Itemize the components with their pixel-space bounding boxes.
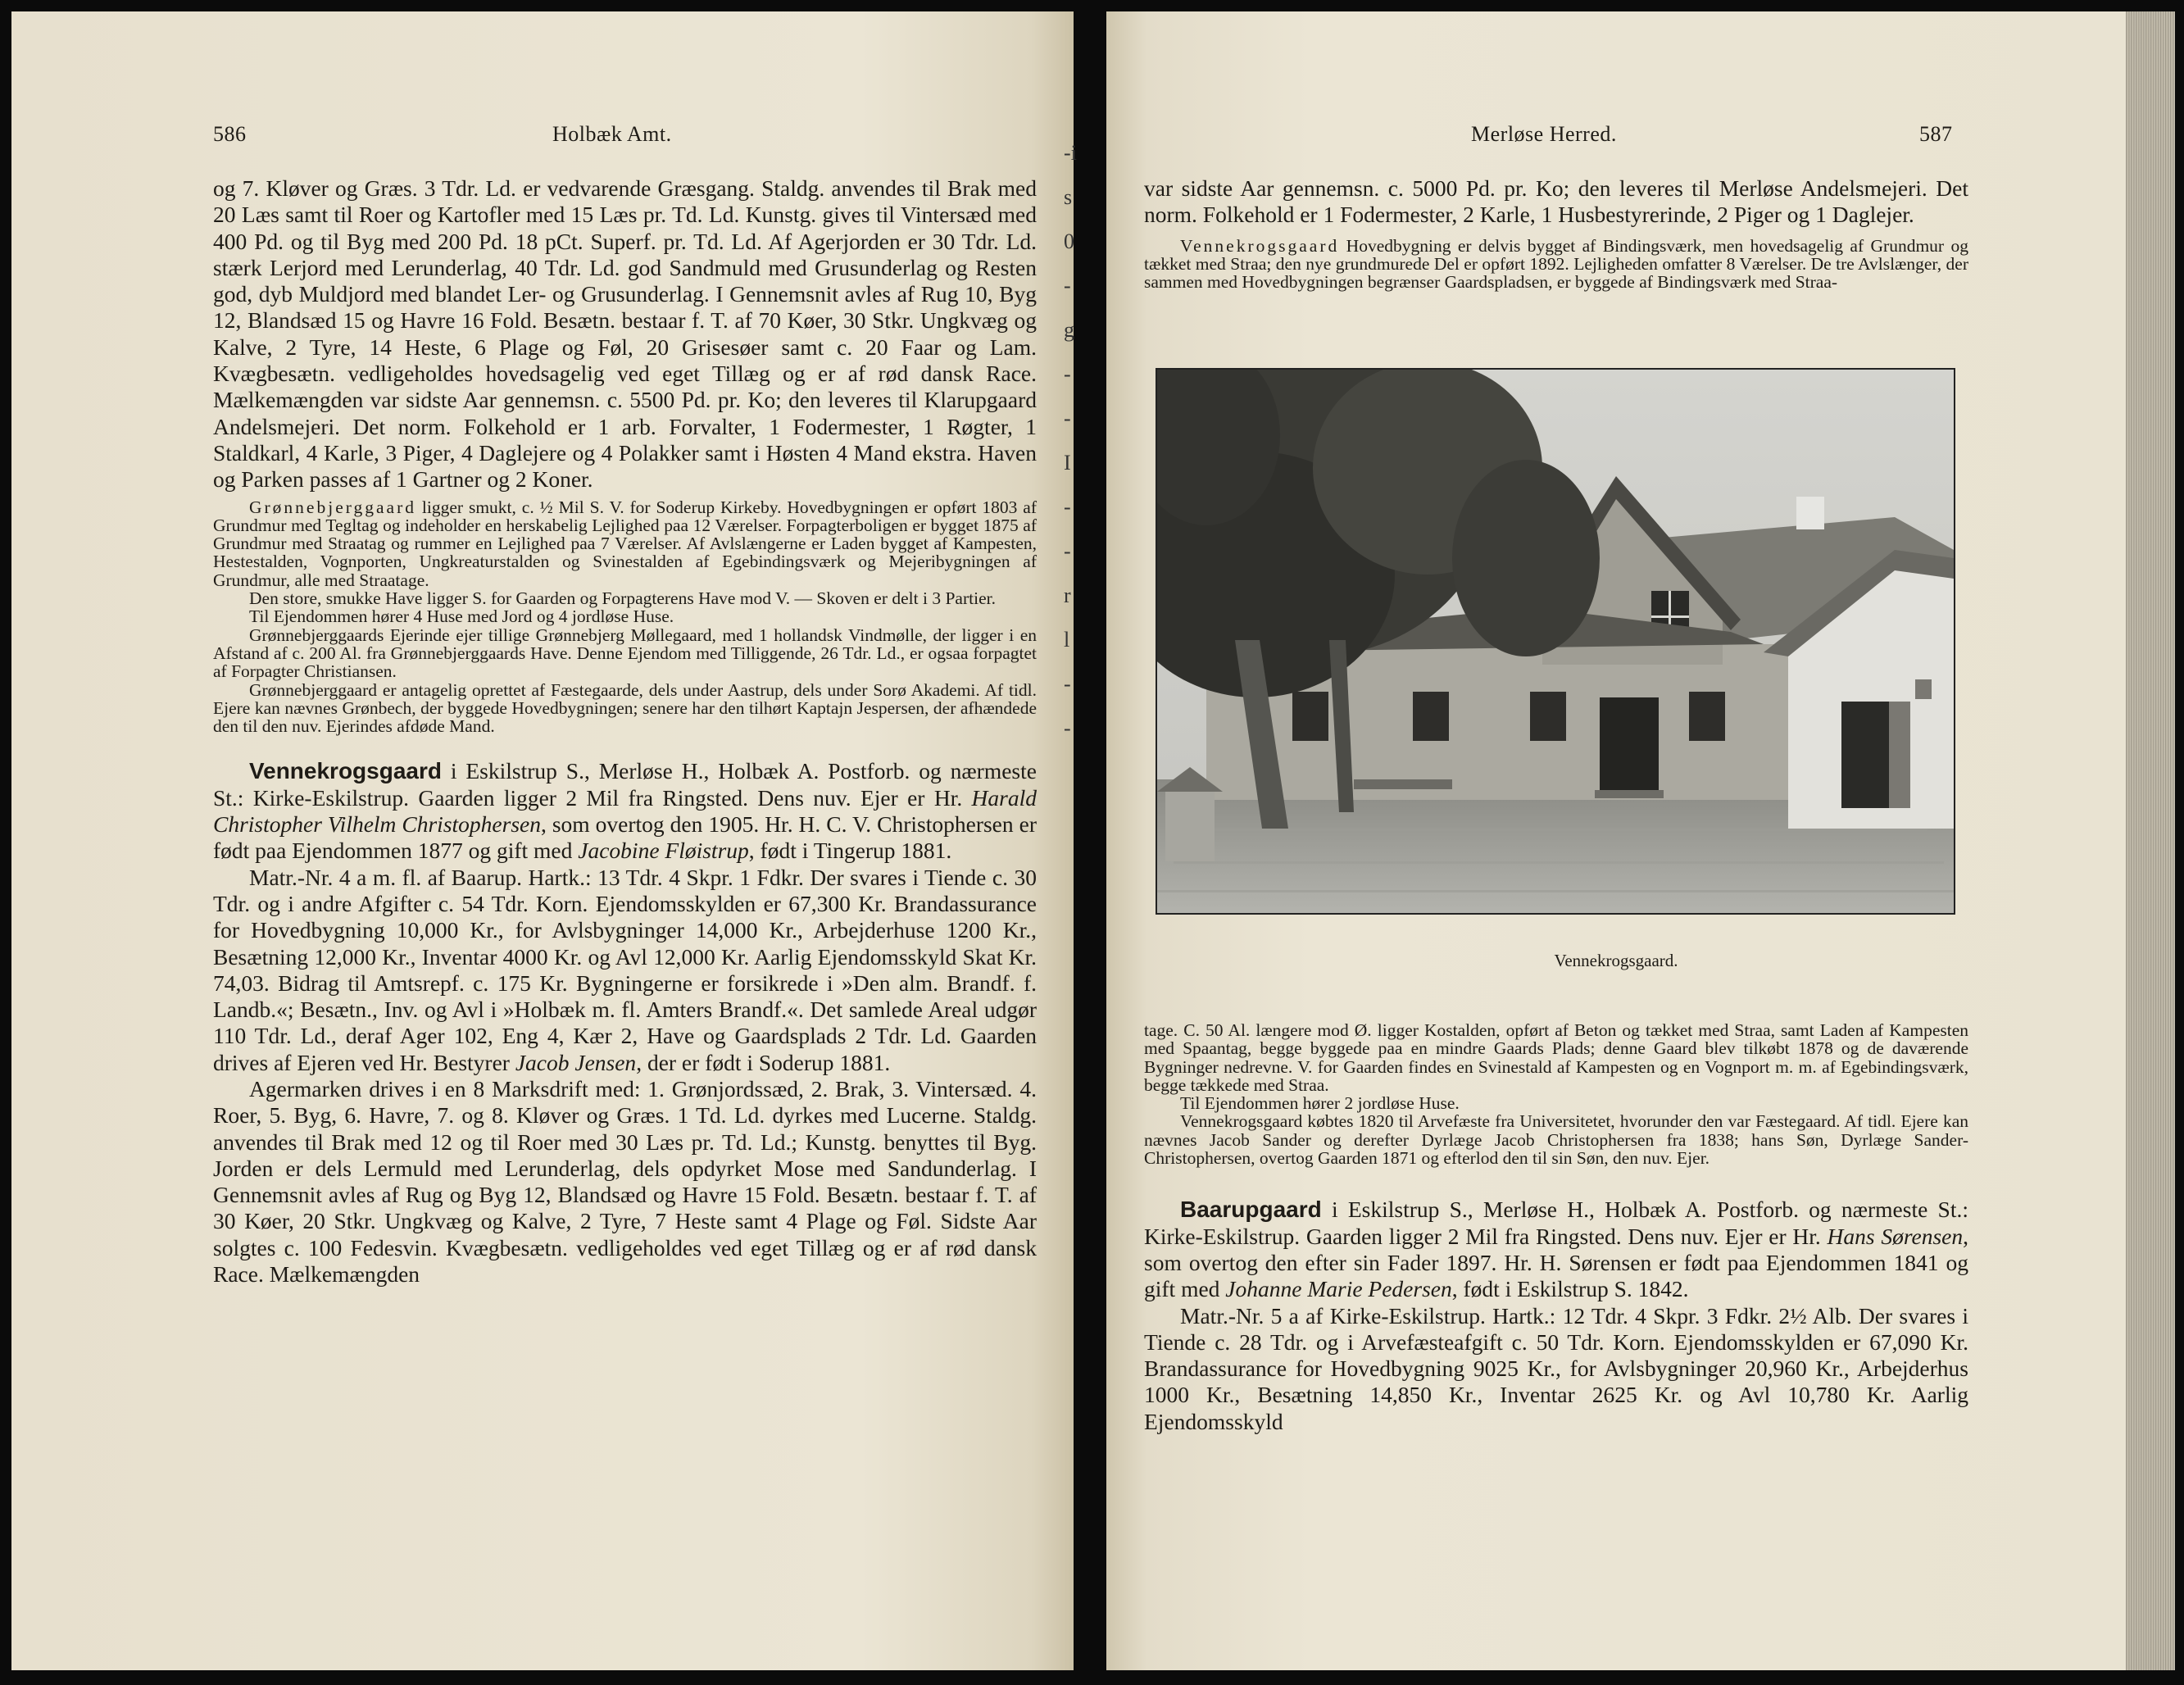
gutter-mark: I bbox=[1064, 451, 1071, 475]
farmhouse-photo-drawing bbox=[1157, 370, 1954, 913]
gutter-mark: 0 bbox=[1064, 229, 1074, 253]
owner-name: Hans Sørensen bbox=[1827, 1223, 1964, 1249]
entry-title: Baarupgaard bbox=[1180, 1197, 1322, 1223]
left-page bbox=[11, 11, 1074, 1670]
gutter-mark: - bbox=[1064, 362, 1071, 386]
left-running-head: Holbæk Amt. bbox=[552, 122, 672, 146]
wife-name: Johanne Marie Pedersen bbox=[1225, 1276, 1452, 1302]
small-rest: ligger smukt, c. ½ Mil S. V. for Soderup Kirkeby. Hovedbygningen er opført 1803 af Grundmur med Tegltag og indeholder en herskabelig Lejlighed paa 12 Værelser. Forpagterboligen er bygget 1875 af Grundmur med Straatag og rummer en Lejlighed paa 7 Værelser. Af Avlslængerne er Laden bygget af Kampesten, Hestestalden, Vognporten, Ungkreaturstalden og Svinestalden af Egebindingsværk og Mejeribygningen af Grundmur, alle med Straatage. bbox=[213, 497, 1037, 590]
entry-text: , født i Eskilstrup S. 1842. bbox=[1451, 1276, 1689, 1302]
right-text-top bbox=[1144, 175, 1968, 291]
gutter-mark: - bbox=[1064, 274, 1071, 297]
entry-paragraph bbox=[213, 758, 1037, 864]
small-paragraph bbox=[213, 498, 1037, 589]
entry-paragraph bbox=[213, 865, 1037, 1076]
small-lead: Vennekrogsgaard bbox=[1180, 235, 1340, 256]
small-lead: Grønnebjerggaard bbox=[249, 497, 417, 517]
small-paragraph: Grønnebjerggaard er antagelig oprettet af Fæstegaarde, dels under Aastrup, dels under Sorø Akademi. Af tidl. Ejere kan nævnes Grønbech, der byggede Hovedbygningen; senere har den tilhørt Kaptajn Jespersen, der afhændede den til den nuv. Ejerindes afdøde Mand. bbox=[213, 679, 1037, 737]
gutter-mark: - bbox=[1064, 495, 1071, 519]
small-paragraph: Vennekrogsgaard købtes 1820 til Arvefæste fra Universitetet, hvorunder den var Fæstegaard. Af tidl. Ejere kan nævnes Jacob Sander og derefter Dyrlæge Jacob Christophersen fra 1838; hans Søn, Dyrlæge Sander-Christophersen, overtog Gaarden 1871 og efterlod den til sin Søn, den nuv. Ejer. bbox=[1144, 1111, 1968, 1169]
right-page-number: 587 bbox=[1919, 122, 1953, 146]
gutter-mark: - bbox=[1064, 539, 1071, 563]
gutter-mark: -i bbox=[1064, 141, 1077, 165]
entry-text: Matr.-Nr. 4 a m. fl. af Baarup. Hartk.: 13 Tdr. 4 Skpr. 1 Fdkr. Der svares i Tiende c. 30 Tdr. og i andre Afgifter c. 54 Tdr. Korn. Ejendomsskylden er 67,300 Kr. Brandassurance for Hovedbygning 10,000 Kr., for Avlsbygninger 14,000 Kr., Arbejderhuse 1200 Kr., Besætning 12,000 Kr., Inventar 4000 Kr. og Avl 12,000 Kr. Aarlig Ejendomsskyld Skat Kr. 74,03. Bidrag til Amtsrepf. c. 175 Kr. Bygningerne er forsikrede i »Den alm. Brandf. f. Landb.«; Besætn., Inv. og Avl i »Holbæk m. fl. Amters Brandf.«. Det samlede Areal udgør 110 Tdr. Ld., deraf Ager 102, Eng 4, Kær 2, Have og Gaardsplads 2 Tdr. Ld. Gaarden drives af Ejeren ved Hr. Bestyrer bbox=[213, 864, 1037, 1075]
entry-paragraph: Agermarken drives i en 8 Marksdrift med: 1. Grønjordssæd, 2. Brak, 3. Vintersæd. 4. Roer, 5. Byg, 6. Havre, 7. og 8. Kløver og Græs. 1 Td. Ld. dyrkes med Lucerne. Staldg. anvendes til Brak med 12 og til Roer med 30 Læs pr. Td. Ld.; Kunstg. benyttes til Byg. Jorden er dels Lermuld med Lerunderlag, dels opdyrket Mose med Sandunderlag. I Gennemsnit avles af Rug og Byg 12, Blandsæd og Havre 15 Fold. Besætn. bestaar f. T. af 30 Køer, 20 Stkr. Ungkvæg og Kalve, 2 Tyre, 7 Heste samt 4 Plage og Føl. Sidste Aar solgtes c. 100 Fedesvin. Kvægbesætn. vedligeholdes ved eget Tillæg og er af rød dansk Race. Mælkemængden bbox=[213, 1075, 1037, 1288]
body-paragraph: var sidste Aar gennemsn. c. 5000 Pd. pr. Ko; den leveres til Merløse Andelsmejeri. Det norm. Folkehold er 1 Fodermester, 2 Karle, 1 Husbestyrerinde, 2 Piger og 1 Daglejer. bbox=[1144, 175, 1968, 228]
entry-text: , født i Tingerup 1881. bbox=[748, 838, 952, 864]
entry-text: i Eskilstrup S., Merløse H., Holbæk A. Postforb. og nærmeste St.: Kirke-Eskilstrup. Gaarden ligger 2 Mil fra Ringsted. Dens nuv. Ejer er Hr. bbox=[213, 758, 1037, 811]
small-paragraph bbox=[1144, 237, 1968, 292]
gutter-mark: l bbox=[1064, 628, 1070, 652]
right-text-bottom bbox=[1144, 1021, 1968, 1435]
gutter-mark: g bbox=[1064, 318, 1074, 342]
entry-text: , der er født i Soderup 1881. bbox=[636, 1049, 891, 1075]
small-paragraph: tage. C. 50 Al. længere mod Ø. ligger Kostalden, opført af Beton og tækket med Straa, samt Laden af Kampesten med Spaantag, begge byggede paa en mindre Gaards Plads; denne Gaard blev tilkøbt 1878 og de daværende Bygninger nedrevne. V. for Gaarden findes en Svinestald af Kampesten og en Vognport m. m. af Egebindingsværk, begge tækkede med Straa. bbox=[1144, 1020, 1968, 1095]
wife-name: Jacobine Fløistrup bbox=[578, 838, 749, 864]
small-rest: Hovedbygning er delvis bygget af Bindingsværk, men hovedsagelig af Grundmur og tækket med Straa; den nye grundmurede Del er opført 1892. Lejligheden omfatter 8 Værelser. De tre Avlslænger, der sammen med Hovedbygningen begrænser Gaardspladsen, er byggede af Bindingsværk med Straa- bbox=[1144, 235, 1968, 293]
small-paragraph: Den store, smukke Have ligger S. for Gaarden og Forpagterens Have mod V. — Skoven er delt i 3 Partier. bbox=[249, 588, 996, 609]
entry-paragraph: Matr.-Nr. 5 a af Kirke-Eskilstrup. Hartk.: 12 Tdr. 4 Skpr. 3 Fdkr. 2½ Alb. Der svares i Tiende c. 28 Tdr. og i Arvefæsteafgift c. 50 Tdr. Korn. Ejendomsskylden er 67,090 Kr. Brandassurance for Hovedbygning 9025 Kr., for Avlsbygninger 20,960 Kr., Arbejderhus 1000 Kr., Besætning 14,850 Kr., Inventar 2625 Kr. og Avl 10,780 Kr. Aarlig Ejendomsskyld bbox=[1144, 1302, 1968, 1434]
left-page-number: 586 bbox=[213, 122, 247, 146]
owner-name: Harald Christopher Vilhelm Christophersen bbox=[213, 784, 1037, 838]
bestyrer-name: Jacob Jensen bbox=[515, 1049, 637, 1075]
entry-title: Vennekrogsgaard bbox=[249, 758, 442, 784]
entry-text: i Eskilstrup S., Merløse H., Holbæk A. Postforb. og nærmeste St.: Kirke-Eskilstrup. Gaarden ligger 2 Mil fra Ringsted. Dens nuv. Ejer er Hr. bbox=[1144, 1197, 1968, 1249]
body-paragraph: og 7. Kløver og Græs. 3 Tdr. Ld. er vedvarende Græsgang. Staldg. anvendes til Brak med 20 Læs samt til Roer og Kartofler med 15 Læs pr. Td. Ld. Kunstg. gives til Vintersæd med 400 Pd. og til Byg med 200 Pd. 18 pCt. Superf. pr. Td. Ld. Af Agerjorden er 30 Tdr. Ld. stærk Lerjord med Lerunderlag, 40 Tdr. Ld. god Sandmuld med Grusunderlag og Resten god, dyb Muldjord med blandet Ler- og Grusunderlag. I Gennemsnit avles af Rug 10, Byg 12, Blandsæd 15 og Havre 16 Fold. Besætn. bestaar f. T. af 70 Køer, 30 Stkr. Ungkvæg og Kalve, 2 Tyre, 14 Heste, 6 Plage og Føl, 20 Grisesøer samt c. 20 Faar og Lam. Kvægbesætn. vedligeholdes hovedsagelig ved eget Tillæg og er af rød dansk Race. Mælkemængden var sidste Aar gennemsn. c. 5500 Pd. pr. Ko; den leveres til Klarupgaard Andelsmejeri. Det norm. Folkehold er 1 arb. Forvalter, 1 Fodermester, 1 Røgter, 1 Staldkarl, 4 Karle, 3 Piger, 4 Daglejere og 4 Polakker samt i Høsten 4 Mand ekstra. Haven og Parken passes af 1 Gartner og 2 Koner. bbox=[213, 175, 1037, 493]
entry-text: , som overtog den efter sin Fader 1897. Hr. H. Sørensen er født paa Ejendommen 1841 og gift med bbox=[1144, 1223, 1968, 1302]
gutter-marks bbox=[1064, 131, 1088, 1360]
gutter-mark: r bbox=[1064, 584, 1071, 607]
entry-text: , som overtog den 1905. Hr. H. C. V. Christophersen er født paa Ejendommen 1877 og gift med bbox=[213, 811, 1037, 864]
small-paragraph: Til Ejendommen hører 4 Huse med Jord og 4 jordløse Huse. bbox=[249, 606, 674, 627]
right-running-head: Merløse Herred. bbox=[1471, 122, 1617, 146]
entry-paragraph bbox=[1144, 1197, 1968, 1302]
small-paragraph: Til Ejendommen hører 2 jordløse Huse. bbox=[1180, 1093, 1460, 1114]
small-paragraph: Grønnebjerggaards Ejerinde ejer tillige Grønnebjerg Møllegaard, med 1 hollandsk Vindmølle, der ligger i en Afstand af c. 200 Al. fra Grønnebjerggaards Have. Denne Ejendom med Tilliggende, 26 Tdr. Ld., er ogsaa forpagtet af Forpagter Christiansen. bbox=[213, 624, 1037, 682]
gutter-mark: - bbox=[1064, 406, 1071, 430]
gutter-mark: - bbox=[1064, 716, 1071, 740]
left-text-column bbox=[213, 175, 1037, 1288]
gutter-mark: - bbox=[1064, 672, 1071, 696]
gutter-mark: s bbox=[1064, 185, 1073, 209]
farmhouse-photograph bbox=[1156, 368, 1955, 915]
photo-caption: Vennekrogsgaard. bbox=[1554, 951, 1678, 970]
page-edges bbox=[2126, 11, 2175, 1670]
